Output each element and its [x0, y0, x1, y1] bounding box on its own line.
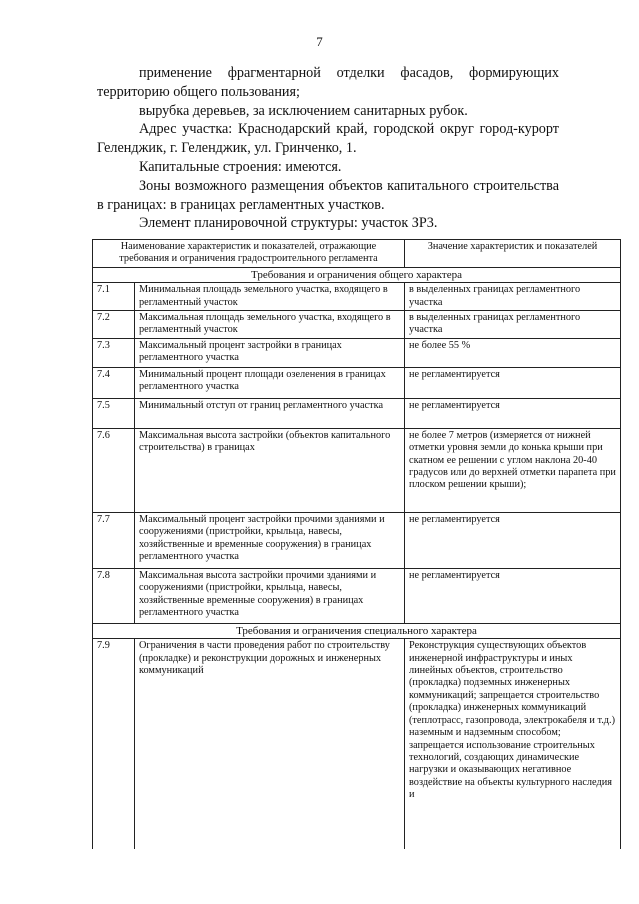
row-name: Минимальный процент площади озеленения в границах регламентного участка — [135, 367, 405, 398]
row-value: не регламентируется — [405, 568, 621, 623]
paragraph: Капитальные строения: имеются. — [139, 158, 342, 175]
row-value: не более 55 % — [405, 338, 621, 367]
row-name: Ограничения в части проведения работ по строительству (прокладке) и реконструкции дорожных и инженерных коммуникаций — [135, 639, 405, 849]
header-value: Значение характеристик и показателей — [405, 240, 621, 268]
paragraph: Элемент планировочной структуры: участок ЗР3. — [139, 215, 438, 232]
table-row — [93, 428, 621, 512]
table-row — [93, 367, 621, 398]
row-value: в выделенных границах регламентного участка — [405, 283, 621, 311]
row-name: Максимальный процент застройки в границах регламентного участка — [135, 338, 405, 367]
page-number: 7 — [316, 34, 323, 49]
paragraph: вырубка деревьев, за исключением санитарных рубок. — [139, 102, 468, 119]
row-number: 7.6 — [93, 428, 135, 512]
row-number: 7.9 — [93, 639, 135, 849]
row-name: Максимальная высота застройки прочими зданиями и сооружениями (пристройки, крыльца, навесы, хозяйственные временные сооружения) в границах регламентного участка — [135, 568, 405, 623]
section-special: Требования и ограничения специального характера — [93, 623, 621, 638]
table-row — [93, 338, 621, 367]
paragraph: применение фрагментарной отделки фасадов, формирующих территорию общего пользования; — [97, 65, 559, 100]
table-row — [93, 398, 621, 428]
paragraph: Адрес участка: Краснодарский край, городской округ город-курорт Геленджик, г. Геленджик, ул. Гринченко, 1. — [97, 121, 559, 157]
row-value: в выделенных границах регламентного участка — [405, 311, 621, 339]
row-number: 7.8 — [93, 568, 135, 623]
table-row — [93, 568, 621, 623]
row-value: не регламентируется — [405, 512, 621, 568]
section-general: Требования и ограничения общего характера — [93, 267, 621, 282]
row-value: Реконструкция существующих объектов инженерной инфраструктуры и иных линейных объектов, строительство (прокладка) подземных инженерных коммуникаций; запрещается строительство (прокладка) инженерных коммуникаций (теплотрасс, газопровода, электрокабеля и т.д.) наземным и надземным способом; запрещается использование строительных технологий, создающих динамические нагрузки и оказывающих негативное воздействие на объекты культурного наследия и — [405, 639, 621, 849]
row-name: Максимальная высота застройки (объектов капитального строительства) в границах — [135, 428, 405, 512]
row-number: 7.1 — [93, 283, 135, 311]
row-value: не регламентируется — [405, 398, 621, 428]
row-number: 7.7 — [93, 512, 135, 568]
section-row — [93, 267, 621, 282]
row-name: Максимальная площадь земельного участка, входящего в регламентный участок — [135, 311, 405, 339]
regulation-table — [92, 239, 621, 849]
paragraph: Зоны возможного размещения объектов капитального строительства в границах: в границах регламентных участков. — [97, 177, 559, 213]
body-text — [97, 64, 559, 233]
row-name: Максимальный процент застройки прочими зданиями и сооружениями (пристройки, крыльца, навесы, хозяйственные и временные сооружения) в границах регламентного участка — [135, 512, 405, 568]
table-row — [93, 311, 621, 339]
table-row — [93, 512, 621, 568]
row-name: Минимальная площадь земельного участка, входящего в регламентный участок — [135, 283, 405, 311]
row-number: 7.4 — [93, 367, 135, 398]
table-row — [93, 639, 621, 849]
section-row — [93, 623, 621, 638]
row-number: 7.5 — [93, 398, 135, 428]
row-value: не более 7 метров (измеряется от нижней отметки уровня земли до конька крыши при скатном ее решении с углом наклона 20-40 градусов или до верхней отметки парапета при плоском решении крыши); — [405, 428, 621, 512]
table-row — [93, 283, 621, 311]
row-name: Минимальный отступ от границ регламентного участка — [135, 398, 405, 428]
row-number: 7.3 — [93, 338, 135, 367]
row-number: 7.2 — [93, 311, 135, 339]
header-name: Наименование характеристик и показателей, отражающие требования и ограничения градостроительного регламента — [93, 240, 405, 268]
table-header-row — [93, 240, 621, 268]
row-value: не регламентируется — [405, 367, 621, 398]
